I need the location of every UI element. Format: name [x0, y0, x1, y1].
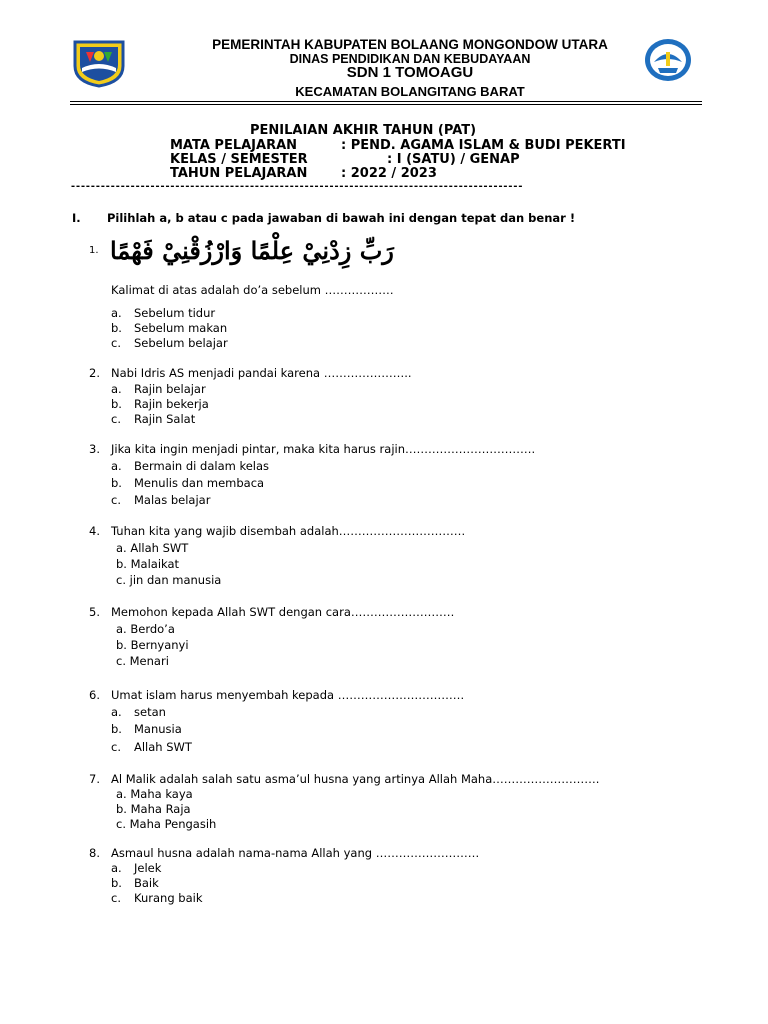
option-text: b. Bernyanyi	[116, 638, 189, 652]
option-text: Rajin belajar	[134, 382, 206, 396]
option-text: a. Berdo’a	[116, 622, 175, 636]
question-number: 7.	[89, 772, 100, 786]
option-text: Baik	[134, 876, 159, 890]
question-text: Jika kita ingin menjadi pintar, maka kita harus rajin…………………………….	[111, 442, 536, 456]
option-letter: b.	[111, 321, 122, 335]
district-name: KECAMATAN BOLANGITANG BARAT	[295, 84, 525, 99]
question-text: Umat islam harus menyembah kepada ……………………………	[111, 688, 465, 702]
option-text: a. Maha kaya	[116, 787, 193, 801]
option-text: Allah SWT	[134, 740, 192, 754]
option-text: Malas belajar	[134, 493, 211, 507]
option-text: Sebelum belajar	[134, 336, 228, 350]
question-text: Memohon kepada Allah SWT dengan cara………………………	[111, 605, 455, 619]
option-letter: a.	[111, 306, 122, 320]
header-divider-bottom	[70, 104, 702, 105]
section-numeral: I.	[72, 211, 81, 225]
department-header: DINAS PENDIDIKAN DAN KEBUDAYAAN	[289, 52, 531, 66]
subject-value: : PEND. AGAMA ISLAM & BUDI PEKERTI	[341, 138, 626, 153]
year-label: TAHUN PELAJARAN	[170, 166, 308, 181]
question-text: Kalimat di atas adalah do’a sebelum ………………	[111, 283, 394, 297]
arabic-prayer: رَبِّ زِدْنِيْ عِلْمًا وَارْزُقْنِيْ فَهْمًا	[110, 236, 394, 265]
question-text: Tuhan kita yang wajib disembah adalah……………………………	[111, 524, 466, 538]
option-letter: c.	[111, 740, 121, 754]
government-header: PEMERINTAH KABUPATEN BOLAANG MONGONDOW UTARA	[212, 37, 608, 52]
question-text: Nabi Idris AS menjadi pandai karena …………………..	[111, 366, 412, 380]
class-label: KELAS / SEMESTER	[170, 152, 308, 167]
class-value: : I (SATU) / GENAP	[387, 152, 520, 167]
subject-label: MATA PELAJARAN	[170, 138, 298, 153]
option-text: Rajin bekerja	[134, 397, 209, 411]
option-text: Bermain di dalam kelas	[134, 459, 270, 473]
option-text: Kurang baik	[134, 891, 203, 905]
option-text: Rajin Salat	[134, 412, 196, 426]
option-text: b. Malaikat	[116, 557, 180, 571]
option-letter: b.	[111, 876, 122, 890]
section-instruction: Pilihlah a, b atau c pada jawaban di bawah ini dengan tepat dan benar !	[107, 211, 576, 225]
option-letter: c.	[111, 891, 121, 905]
year-value: : 2022 / 2023	[341, 166, 437, 181]
dashed-separator: -------------------------------------------------------------------------------------------	[70, 181, 523, 192]
option-text: Sebelum makan	[134, 321, 228, 335]
option-text: Menulis dan membaca	[134, 476, 265, 490]
question-number: 1.	[89, 245, 99, 256]
exam-title: PENILAIAN AKHIR TAHUN (PAT)	[250, 123, 477, 138]
option-letter: a.	[111, 861, 122, 875]
option-text: Manusia	[134, 722, 182, 736]
question-text: Al Malik adalah salah satu asma’ul husna yang artinya Allah Maha……………………….	[111, 772, 600, 786]
question-number: 4.	[89, 524, 100, 538]
header-divider-top	[70, 101, 702, 102]
option-letter: a.	[111, 382, 122, 396]
question-number: 3.	[89, 442, 100, 456]
option-text: setan	[134, 705, 166, 719]
option-letter: a.	[111, 705, 122, 719]
option-text: c. jin dan manusia	[116, 573, 222, 587]
question-number: 6.	[89, 688, 100, 702]
option-text: b. Maha Raja	[116, 802, 191, 816]
option-text: c. Menari	[116, 654, 169, 668]
option-letter: c.	[111, 412, 121, 426]
option-letter: b.	[111, 476, 122, 490]
option-letter: b.	[111, 397, 122, 411]
option-text: c. Maha Pengasih	[116, 817, 217, 831]
option-text: Sebelum tidur	[134, 306, 216, 320]
question-text: Asmaul husna adalah nama-nama Allah yang ………………………	[111, 846, 480, 860]
option-letter: c.	[111, 493, 121, 507]
question-number: 8.	[89, 846, 100, 860]
option-letter: c.	[111, 336, 121, 350]
school-name: SDN 1 TOMOAGU	[346, 64, 474, 81]
question-number: 2.	[89, 366, 100, 380]
option-text: a. Allah SWT	[116, 541, 189, 555]
option-letter: a.	[111, 459, 122, 473]
option-letter: b.	[111, 722, 122, 736]
regency-logo	[72, 38, 126, 88]
question-number: 5.	[89, 605, 100, 619]
option-text: Jelek	[134, 861, 162, 875]
